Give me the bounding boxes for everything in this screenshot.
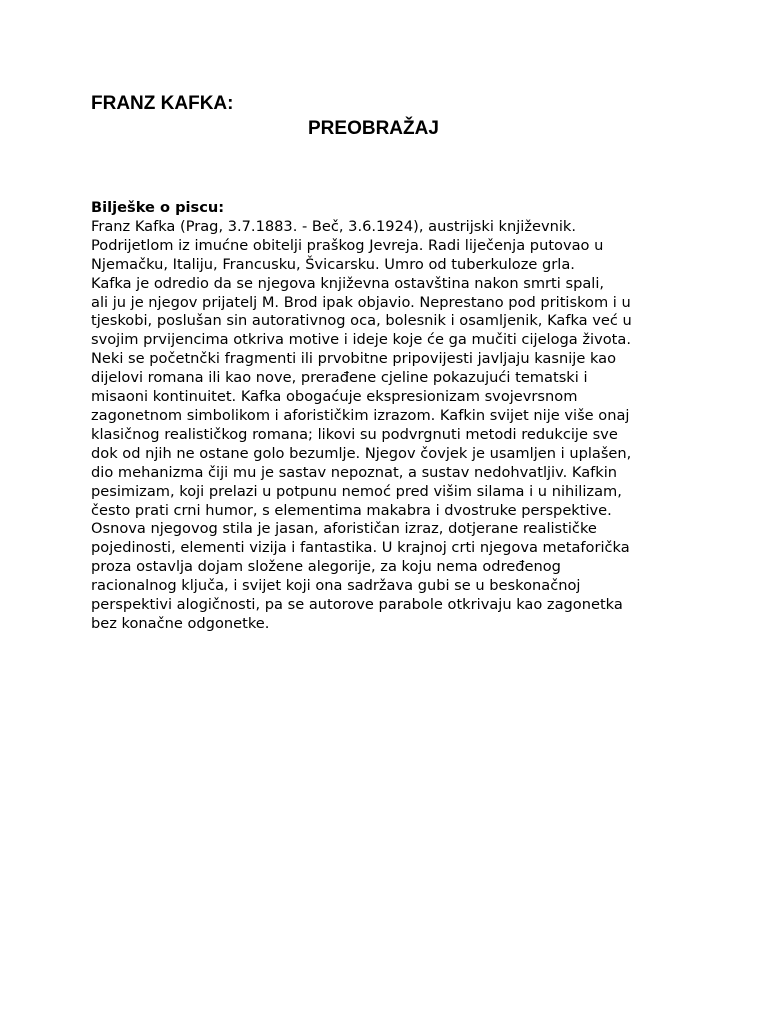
paragraph-line: klasičnog realističkog romana; likovi su podvrgnuti metodi redukcije sve <box>91 425 618 443</box>
paragraph-line: bez konačne odgonetke. <box>91 614 270 632</box>
paragraph-line: Osnova njegovog stila je jasan, aforističan izraz, dotjerane realističke <box>91 520 597 538</box>
paragraph-line: svojim prvijencima otkriva motive i ideje koje će ga mučiti cijeloga života. <box>91 331 631 349</box>
section-heading: Bilješke o piscu: <box>91 199 225 216</box>
paragraph-line: Neki se početnčki fragmenti ili prvobitne pripovijesti javljaju kasnije kao <box>91 350 617 368</box>
paragraph-line: Podrijetlom iz imućne obitelji praškog Jevreja. Radi liječenja putovao u <box>91 236 604 254</box>
paragraph-line: misaoni kontinuitet. Kafka obogaćuje ekspresionizam svojevrsnom <box>91 388 578 406</box>
paragraph-line: Njemačku, Italiju, Francusku, Švicarsku. Umro od tuberkuloze grla. <box>91 255 575 273</box>
paragraph-line: dio mehanizma čiji mu je sastav nepoznat, a sustav nedohvatljiv. Kafkin <box>91 463 618 481</box>
author-heading: FRANZ KAFKA: <box>91 93 234 114</box>
paragraph-line: dok od njih ne ostane golo bezumlje. Njegov čovjek je usamljen i uplašen, <box>91 444 632 462</box>
paragraph-line: često prati crni humor, s elementima makabra i dvostruke perspektive. <box>91 501 612 519</box>
paragraph-line: pesimizam, koji prelazi u potpunu nemoć pred višim silama i u nihilizam, <box>91 482 622 500</box>
work-title: PREOBRAŽAJ <box>308 118 439 139</box>
author-notes-section <box>91 199 691 634</box>
paragraph-line: dijelovi romana ili kao nove, prerađene cjeline pokazujući tematski i <box>91 369 588 387</box>
paragraph-line: proza ostavlja dojam složene alegorije, za koju nema određenog <box>91 558 561 576</box>
paragraph-line: Kafka je odredio da se njegova književna ostavština nakon smrti spali, <box>91 274 605 292</box>
paragraph-line: ali ju je njegov prijatelj M. Brod ipak objavio. Neprestano pod pritiskom i u <box>91 293 631 311</box>
paragraph-line: zagonetnom simbolikom i aforističkim izrazom. Kafkin svijet nije više onaj <box>91 406 630 424</box>
paragraph-line: perspektivi alogičnosti, pa se autorove parabole otkrivaju kao zagonetka <box>91 596 623 614</box>
paragraph-line: pojedinosti, elementi vizija i fantastika. U krajnoj crti njegova metaforička <box>91 539 630 557</box>
paragraph-line: racionalnog ključa, i svijet koji ona sadržava gubi se u beskonačnoj <box>91 577 581 595</box>
paragraph-line: tjeskobi, poslušan sin autorativnog oca, bolesnik i osamljenik, Kafka već u <box>91 312 632 330</box>
paragraph-line: Franz Kafka (Prag, 3.7.1883. - Beč, 3.6.1924), austrijski književnik. <box>91 217 576 235</box>
